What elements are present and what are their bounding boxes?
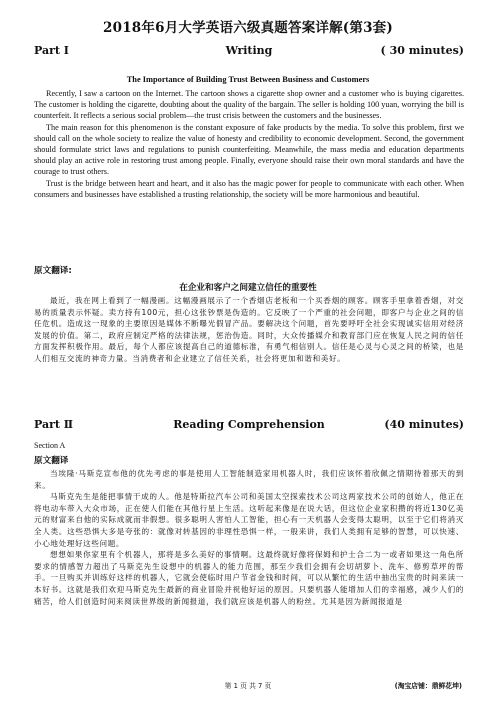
document-title: 2018年6月大学英语六级真题答案详解(第3套): [103, 20, 393, 36]
section-a-translation-label: 原文翻译: [34, 456, 69, 466]
part1-time: ( 30 minutes): [380, 44, 464, 57]
section-a-paragraph-1: 当埃隆·马斯克宣布他的优先考虑的事是使用人工智能制造家用机器人时，我们应该怀着欣佩之情期待着那天的到来。: [34, 469, 464, 490]
section-a-body: [34, 468, 464, 607]
essay-title: The Importance of Building Trust Between Business and Customers: [126, 75, 370, 84]
translation-body: [34, 295, 464, 365]
part1-label: Part Ⅰ: [34, 44, 69, 57]
shop-name: (淘宝店铺：鼎鲜花坤): [394, 682, 462, 690]
translation-title: 在企业和客户之间建立信任的重要性: [179, 283, 317, 293]
essay-body: [34, 88, 464, 200]
translation-label: 原文翻译:: [34, 266, 72, 276]
part2-label: Part Ⅱ: [34, 418, 74, 431]
part2-time: (40 minutes): [384, 418, 464, 431]
essay-paragraph-1: Recently, I saw a cartoon on the Internet. The cartoon shows a cigarette shop owner and a customer who is buying cigarettes. The customer is holding the cigarette, doubting about the quality of the bargain. The seller is holding 100 yuan, worrying the bill is counterfeit. It reflects a serious social problem—the trust crisis between the customers and the businesses.: [34, 89, 464, 121]
section-a-paragraph-3: 想想如果你家里有个机器人，那将是多么美好的事情啊。这最终就好像将保姆和护士合二为一或者如果这一角色所要求的情感智力超出了马斯克先生设想中的机器人的能力范围，那至少我们会拥有会切胡萝卜、洗车、修剪草坪的帮手。一旦购买并训练好这样的机器人，它就会使临时用户节省金钱和时间，可以从繁忙的生活中抽出宝贵的时间来读一本好书。这就是我们欢迎马斯克先生最新的商业冒险并祝他好运的原因。只要机器人能增加人们的幸福感，减少人们的痛苦，给人们创造时间来阅读世界级的新闻报道，我们就应该是机器人的粉丝。尤其是因为新闻报道是: [34, 550, 464, 606]
essay-paragraph-3: Trust is the bridge between heart and heart, and it also has the magic power for people to communicate with each other. When consumers and businesses have established a trusting relationship, the society will be more harmonious and beautiful.: [34, 178, 464, 199]
page-number: 第 1 页 共 7 页: [224, 682, 272, 690]
essay-paragraph-2: The main reason for this phenomenon is the constant exposure of fake products by the media. To solve this problem, first we should call on the whole society to realize the value of honesty and credibility to economic development. Second, the government should formulate strict laws and regulations to punish counterfeiting. Meanwhile, the mass media and education departments should play an active role in restoring trust among people. Finally, everyone should raise their own moral standards and have the courage to trust others.: [34, 122, 464, 177]
part2-name: Reading Comprehension: [173, 418, 325, 431]
section-a-paragraph-2: 马斯克先生是能把事情干成的人。他是特斯拉汽车公司和美国太空探索技术公司这两家技术公司的创始人，他正在将电动车带入大众市场，正在使人们能在其他行星上生活。这听起来像是在说大话，但这位企业家积攒的将近130亿美元的财富来自他的实际成就而非假想。很多聪明人害怕人工智能，担心有一天机器人会变得太聪明，以至于它们将消灭全人类。这些恐惧大多是夸张的：就像对转基因的非理性恐惧一样，一般来讲，我们人类拥有足够的智慧，可以快速、小心地处理好这些问题。: [34, 492, 464, 548]
translation-paragraph: 最近，我在网上看到了一幅漫画。这幅漫画展示了一个香烟店老板和一个买香烟的顾客。顾客手里拿着香烟，对交易的质量表示怀疑。卖方持有100元，担心这张钞票是伪造的。它反映了一个严重的社会问题，即客户与企业之间的信任危机。造成这一现象的主要原因是媒体不断曝光假冒产品。要解决这个问题，首先要呼吁全社会实现诚实信用对经济发展的价值。第二，政府应制定严格的法律法规，惩治伪造。同时，大众传播媒介和教育部门应在恢复人民之间的信任方面发挥积极作用。最后，每个人都应该提高自己的道德标准，有勇气相信别人。信任是心灵与心灵之间的桥梁，也是人们相互交流的神奇力量。当消费者和企业建立了信任关系，社会将更加和谐和美好。: [34, 296, 464, 363]
part1-name: Writing: [225, 44, 273, 57]
section-a-label: Section A: [34, 441, 66, 450]
